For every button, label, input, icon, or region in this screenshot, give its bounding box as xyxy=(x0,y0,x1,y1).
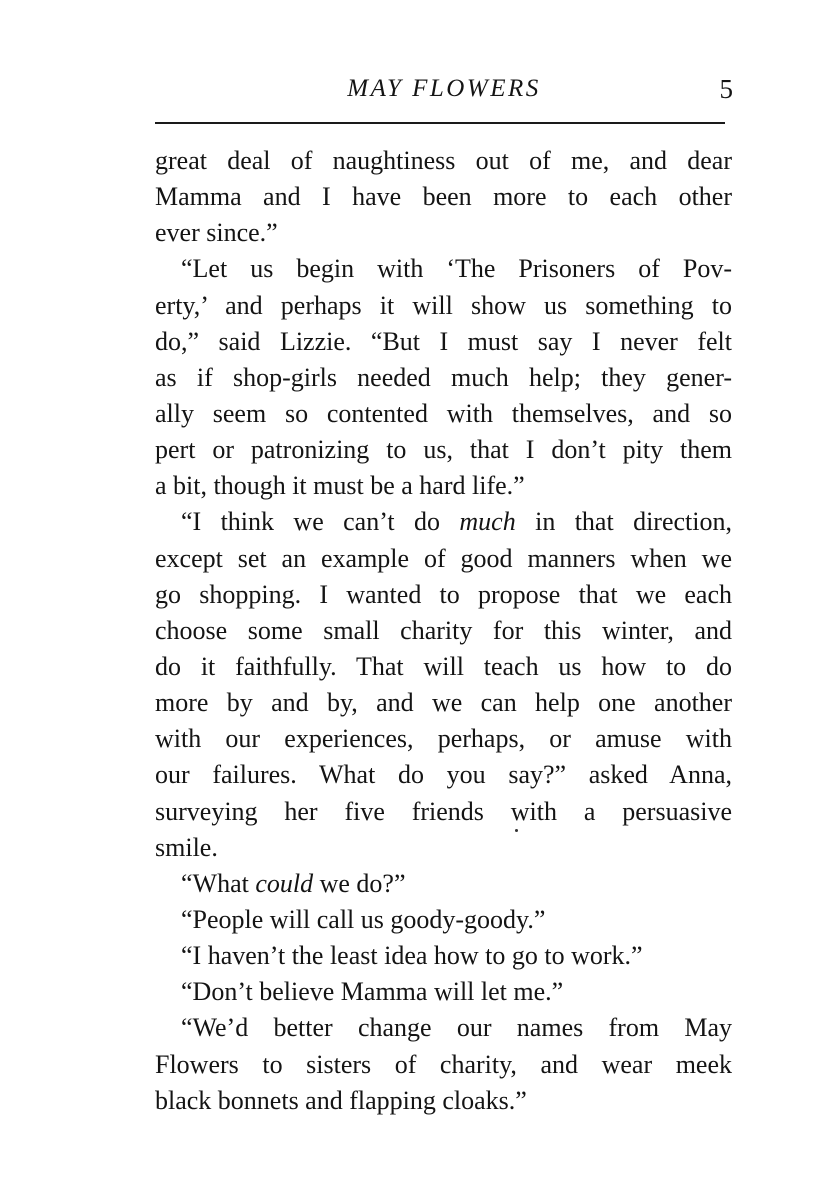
text-segment: “I think we can’t do xyxy=(181,507,460,537)
text-line: as if shop-girls needed much help; they gener- xyxy=(155,362,732,392)
italic-word: much xyxy=(459,507,516,537)
text-segment: in that direction, xyxy=(515,507,732,537)
text-segment: “What xyxy=(181,868,256,898)
text-line: great deal of naughtiness out of me, and dear xyxy=(155,146,732,175)
text-line: do it faithfully. That will teach us how to do xyxy=(155,651,732,681)
text-line: our failures. What do you say?” asked Anna, xyxy=(155,760,732,790)
text-line: ever since.” xyxy=(155,218,278,248)
text-line: ally seem so contented with themselves, and so xyxy=(155,398,732,428)
text-line: more by and by, and we can help one another xyxy=(155,688,732,718)
text-line: “People will call us goody-goody.” xyxy=(181,904,546,934)
text-line: do,” said Lizzie. “But I must say I never felt xyxy=(155,326,732,356)
text-line: “I haven’t the least idea how to go to work.” xyxy=(181,941,643,971)
italic-word: could xyxy=(255,868,314,898)
text-line: except set an example of good manners when we xyxy=(155,543,732,573)
text-segment: we do?” xyxy=(313,868,406,898)
text-line: go shopping. I wanted to propose that we each xyxy=(155,579,732,609)
text-line: “Don’t believe Mamma will let me.” xyxy=(181,977,564,1007)
body-text xyxy=(155,143,732,1119)
text-line xyxy=(155,866,732,902)
text-line: choose some small charity for this winter, and xyxy=(155,615,732,645)
text-line: “We’d better change our names from May xyxy=(181,1013,732,1043)
text-line: Mamma and I have been more to each other xyxy=(155,182,732,212)
text-line: smile. xyxy=(155,832,218,862)
text-line: black bonnets and flapping cloaks.” xyxy=(155,1085,527,1115)
page-header xyxy=(155,68,733,112)
text-line: Flowers to sisters of charity, and wear meek xyxy=(155,1049,732,1079)
text-line: with our experiences, perhaps, or amuse with xyxy=(155,724,732,754)
header-rule xyxy=(155,122,725,124)
text-line: surveying her five friends with a persuasive xyxy=(155,796,732,826)
text-line xyxy=(155,504,732,540)
text-line: a bit, though it must be a hard life.” xyxy=(155,471,525,501)
text-line: “Let us begin with ‘The Prisoners of Pov- xyxy=(181,254,732,284)
running-title: MAY FLOWERS xyxy=(347,75,541,102)
print-speck xyxy=(515,829,518,832)
text-line: pert or patronizing to us, that I don’t pity them xyxy=(155,435,732,465)
page-number: 5 xyxy=(719,74,733,104)
text-line: erty,’ and perhaps it will show us something to xyxy=(155,290,732,320)
